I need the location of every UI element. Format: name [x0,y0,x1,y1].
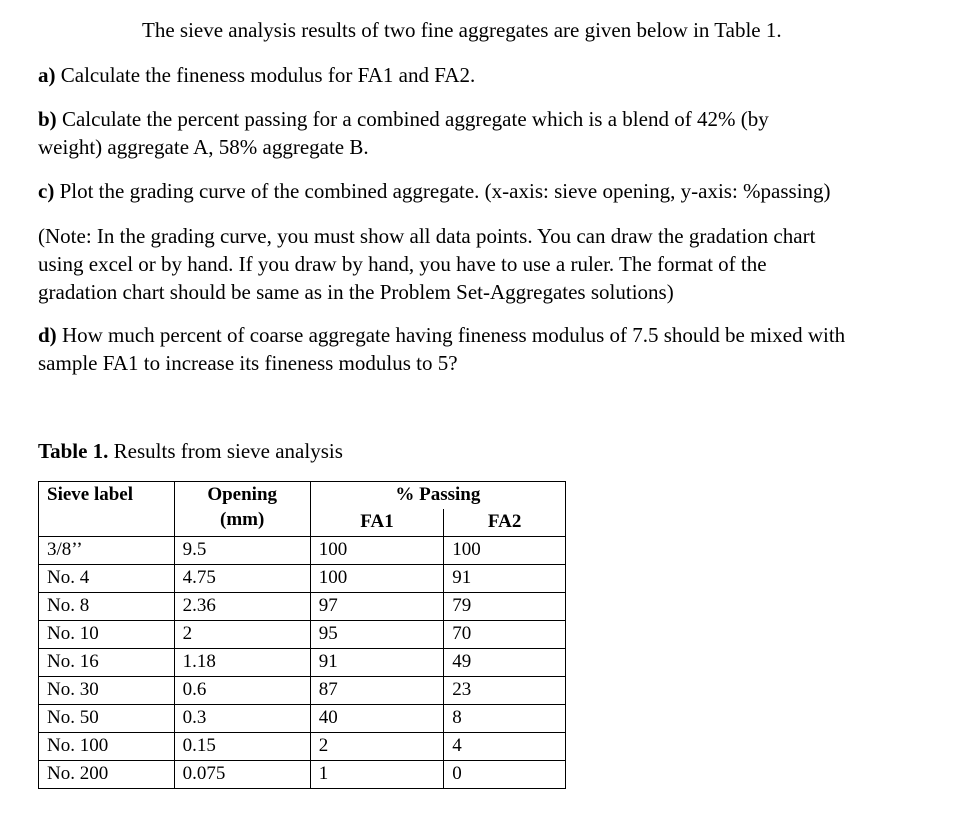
cell-fa1: 100 [310,537,444,565]
header-fa1: FA1 [310,509,444,537]
question-b-text-line1: Calculate the percent passing for a combined aggregate which is a blend of 42% (by [56,107,769,131]
header-sieve-label: Sieve label [39,482,175,537]
table-row [39,733,566,761]
cell-sieve: No. 8 [39,593,175,621]
table-row [39,593,566,621]
cell-opening: 0.3 [174,705,310,733]
note-line1: (Note: In the grading curve, you must show all data points. You can draw the gradation chart [38,224,816,248]
cell-opening: 4.75 [174,565,310,593]
question-c [38,178,831,205]
cell-sieve: 3/8’’ [39,537,175,565]
cell-sieve: No. 100 [39,733,175,761]
cell-sieve: No. 10 [39,621,175,649]
question-b-text-line2: weight) aggregate A, 58% aggregate B. [38,135,369,159]
question-d-text-line2: sample FA1 to increase its fineness modulus to 5? [38,351,458,375]
cell-opening: 1.18 [174,649,310,677]
cell-fa2: 100 [444,537,566,565]
question-d-text-line1: How much percent of coarse aggregate having fineness modulus of 7.5 should be mixed with [56,323,846,347]
cell-fa1: 1 [310,761,444,789]
question-c-text: Plot the grading curve of the combined aggregate. (x-axis: sieve opening, y-axis: %passing) [54,179,831,203]
cell-fa1: 91 [310,649,444,677]
cell-opening: 0.15 [174,733,310,761]
sieve-analysis-table [38,481,566,789]
intro-text: The sieve analysis results of two fine aggregates are given below in Table 1. [142,18,782,42]
table-caption-text: Results from sieve analysis [108,439,343,463]
header-opening-line2: (mm) [220,509,265,530]
cell-fa1: 2 [310,733,444,761]
cell-sieve: No. 30 [39,677,175,705]
table-row [39,677,566,705]
cell-sieve: No. 50 [39,705,175,733]
cell-fa2: 49 [444,649,566,677]
question-a [38,62,475,89]
table-row [39,649,566,677]
question-c-label: c) [38,179,55,203]
cell-sieve: No. 16 [39,649,175,677]
table-row [39,565,566,593]
cell-sieve: No. 200 [39,761,175,789]
question-b-label: b) [38,107,57,131]
question-d [38,322,845,349]
cell-fa1: 40 [310,705,444,733]
header-percent-passing: % Passing [310,482,565,510]
table-caption-label: Table 1. [38,439,109,463]
cell-opening: 2 [174,621,310,649]
question-b [38,106,769,133]
cell-fa2: 79 [444,593,566,621]
question-a-label: a) [38,63,56,87]
cell-fa1: 97 [310,593,444,621]
cell-fa2: 23 [444,677,566,705]
question-d-label: d) [38,323,57,347]
table-caption [38,438,343,465]
table-row [39,537,566,565]
cell-sieve: No. 4 [39,565,175,593]
cell-fa2: 8 [444,705,566,733]
cell-opening: 9.5 [174,537,310,565]
header-fa2: FA2 [444,509,566,537]
question-a-text: Calculate the fineness modulus for FA1 and FA2. [55,63,476,87]
cell-fa2: 91 [444,565,566,593]
cell-fa1: 95 [310,621,444,649]
cell-opening: 2.36 [174,593,310,621]
table-row [39,761,566,789]
cell-fa2: 70 [444,621,566,649]
cell-fa2: 4 [444,733,566,761]
table-row [39,621,566,649]
cell-opening: 0.6 [174,677,310,705]
note-line2: using excel or by hand. If you draw by hand, you have to use a ruler. The format of the [38,252,767,276]
header-opening-line1: Opening [207,484,278,505]
header-opening [174,482,310,537]
cell-fa1: 100 [310,565,444,593]
cell-fa2: 0 [444,761,566,789]
note-line3: gradation chart should be same as in the Problem Set-Aggregates solutions) [38,280,674,304]
cell-fa1: 87 [310,677,444,705]
table-body [39,537,566,789]
cell-opening: 0.075 [174,761,310,789]
table-row [39,705,566,733]
